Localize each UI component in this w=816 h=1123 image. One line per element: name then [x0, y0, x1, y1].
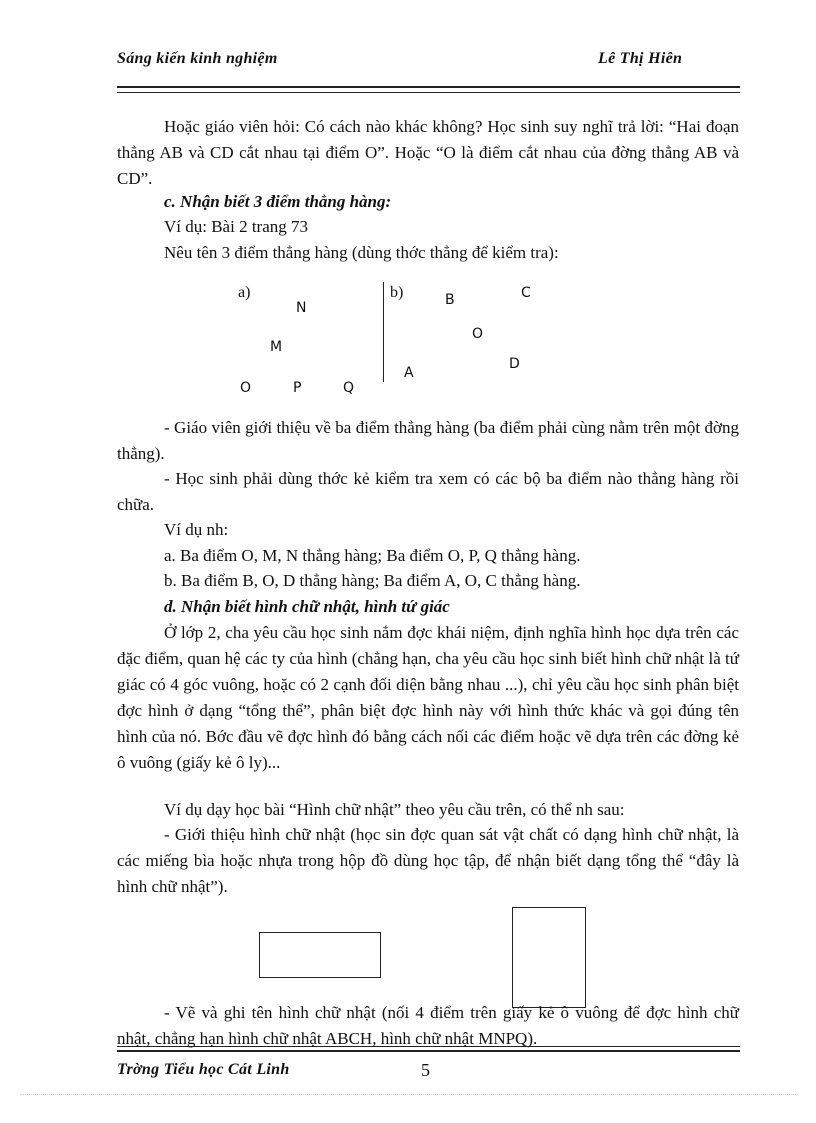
rectangle-vertical	[512, 907, 586, 1008]
page-edge	[20, 1094, 796, 1095]
example-label-2: Ví dụ nh:	[164, 520, 229, 539]
point-d: D	[509, 356, 520, 372]
figure-label-b: b)	[390, 284, 404, 301]
paragraph-student-check: - Học sinh phải dùng thớc kẻ kiểm tra xem có các bộ ba điểm nào thẳng hàng rồi chữa.	[117, 469, 739, 514]
heading-c: c. Nhận biết 3 điểm thẳng hàng:	[164, 192, 392, 211]
header-rule-bottom	[117, 92, 740, 93]
header-author: Lê Thị Hiên	[598, 50, 683, 67]
answer-b: b. Ba điểm B, O, D thẳng hàng; Ba điểm A, O, C thẳng hàng.	[164, 571, 581, 590]
point-o-b: O	[472, 326, 484, 342]
point-b: B	[445, 292, 455, 308]
task-text: Nêu tên 3 điểm thẳng hàng (dùng thớc thẳng để kiểm tra):	[164, 243, 559, 262]
paragraph-intro: Hoặc giáo viên hỏi: Có cách nào khác không? Học sinh suy nghĩ trả lời: “Hai đoạn thẳng AB và CD cắt nhau tại điểm O”. Hoặc “O là điểm cắt nhau của đờng thẳng AB và CD”.	[117, 117, 739, 188]
paragraph-example-lesson: Ví dụ dạy học bài “Hình chữ nhật” theo yêu cầu trên, có thể nh sau:	[164, 800, 625, 819]
header-rule-top	[117, 86, 740, 88]
point-q: Q	[343, 380, 355, 396]
footer-school: Trờng Tiểu học Cát Linh	[117, 1061, 290, 1078]
footer-rule-bottom	[117, 1050, 740, 1052]
paragraph-grade2: Ở lớp 2, cha yêu cầu học sinh nắm đợc khái niệm, định nghĩa hình học dựa trên các đặc điểm, quan hệ các ty của hình (chẳng hạn, cha yêu cầu học sinh biết hình chữ nhật là tứ giác có 4 góc vuông, hoặc có 2 cạnh đối diện bằng nhau ...), chỉ yêu cầu học sinh phân biệt đợc hình ở dạng “tổng thể”, phân biệt đợc hình này với hình thức khác và gọi đúng tên hình của nó. Bớc đầu vẽ đợc hình đó bằng cách nối các điểm hoặc vẽ dựa trên các đờng kẻ ô vuông (giấy kẻ ô ly)...	[117, 623, 739, 772]
paragraph-introduce-rectangle: - Giới thiệu hình chữ nhật (học sin đợc quan sát vật chất có dạng hình chữ nhật, là các miếng bìa hoặc nhựa trong hộp đồ dùng học tập, để nhận biết dạng tổng thể “đây là hình chữ nhật”).	[117, 825, 739, 896]
point-m: M	[270, 339, 283, 355]
point-a: A	[404, 365, 414, 381]
point-n: N	[296, 300, 307, 316]
point-p: P	[293, 380, 302, 396]
heading-d: d. Nhận biết hình chữ nhật, hình tứ giác	[164, 597, 450, 616]
point-c: C	[521, 285, 531, 301]
paragraph-draw-rectangle: - Vẽ và ghi tên hình chữ nhật (nối 4 điểm trên giấy kẻ ô vuông để đợc hình chữ nhật, chẳng hạn hình chữ nhật ABCH, hình chữ nhật MNPQ).	[117, 1003, 739, 1048]
rectangle-horizontal	[259, 932, 381, 978]
header-title: Sáng kiến kinh nghiệm	[117, 50, 278, 67]
figure-label-a: a)	[238, 284, 251, 301]
footer-rule-top	[117, 1046, 740, 1047]
figure-divider	[383, 282, 384, 382]
answer-a: a. Ba điểm O, M, N thẳng hàng; Ba điểm O, P, Q thẳng hàng.	[164, 546, 581, 565]
page-number: 5	[421, 1060, 430, 1080]
example-label: Ví dụ: Bài 2 trang 73	[164, 217, 309, 236]
paragraph-teacher-intro: - Giáo viên giới thiệu về ba điểm thẳng hàng (ba điểm phải cùng nằm trên một đờng thẳng).	[117, 418, 739, 463]
point-o-a: O	[240, 380, 252, 396]
